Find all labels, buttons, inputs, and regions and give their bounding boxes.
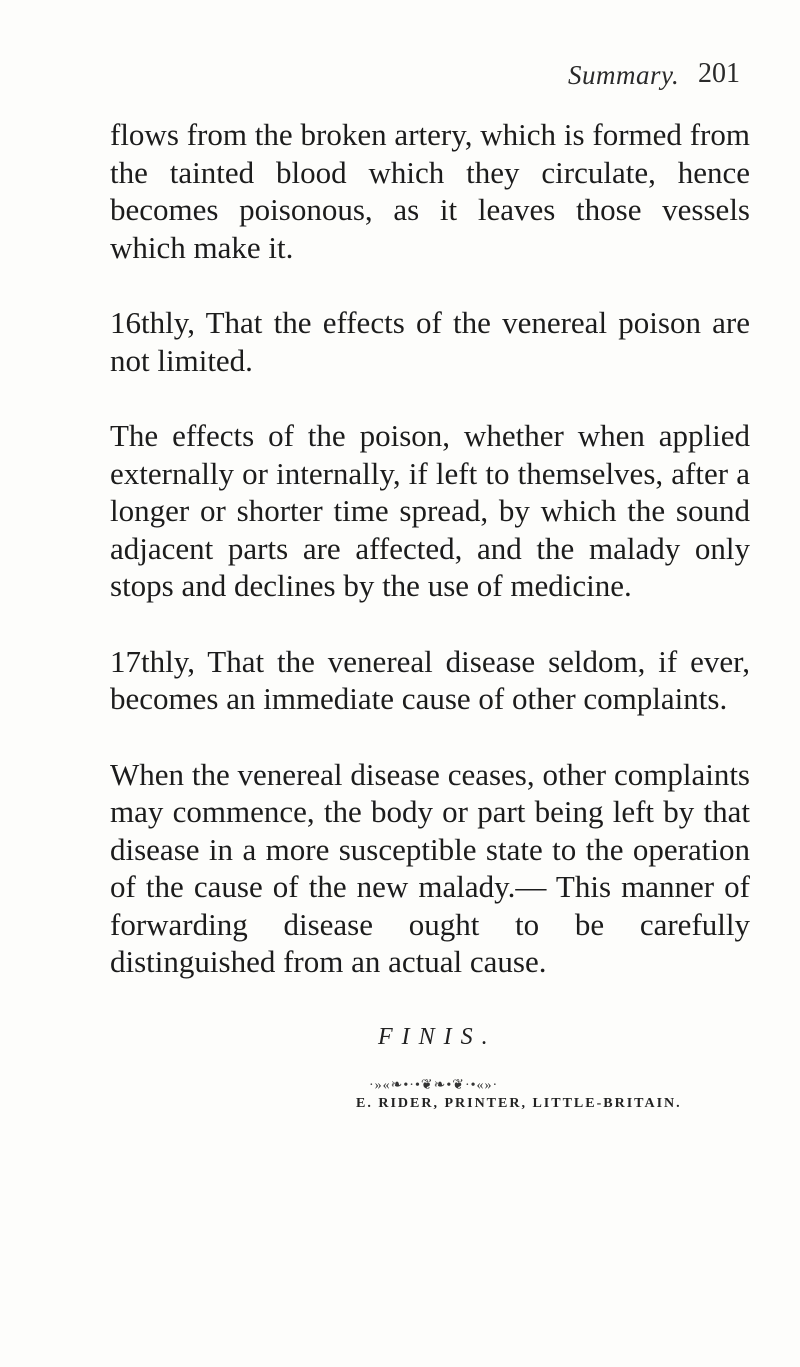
finis-text: FINIS. xyxy=(378,1024,497,1050)
paragraph-effects-of-poison: The effects of the poison, whether when applied externally or internally, if left to themselves, after a longer or shorter time spread, by which the sound adjacent parts are affected, and the malady only stops and declines by the use of medicine. xyxy=(110,418,750,603)
paragraph-proposition-17: 17thly, That the venereal disease seldom, if ever, becomes an immediate cause of other complaints. xyxy=(110,643,750,716)
ornament-rule: ·»«❧•·•❦❧•❦·•«»· xyxy=(369,1078,499,1093)
paragraph-disease-ceases: When the venereal disease ceases, other complaints may commence, the body or part being left by that disease in a more susceptible state to the operation of the cause of the new malady.— This manner of forwarding disease ought to be carefully distinguished from an actual cause. xyxy=(110,756,750,979)
page-number: 201 xyxy=(698,58,740,89)
paragraph-continuation: flows from the broken artery, which is formed from the tainted blood which they circulate, hence becomes poisonous, as it leaves those vessels which make it. xyxy=(110,117,750,265)
printer-imprint: E. RIDER, PRINTER, LITTLE-BRITAIN. xyxy=(356,1096,682,1111)
body-text xyxy=(110,116,750,981)
running-head: Summary. xyxy=(568,60,680,90)
paragraph-proposition-16: 16thly, That the effects of the venereal poison are not limited. xyxy=(110,305,750,378)
